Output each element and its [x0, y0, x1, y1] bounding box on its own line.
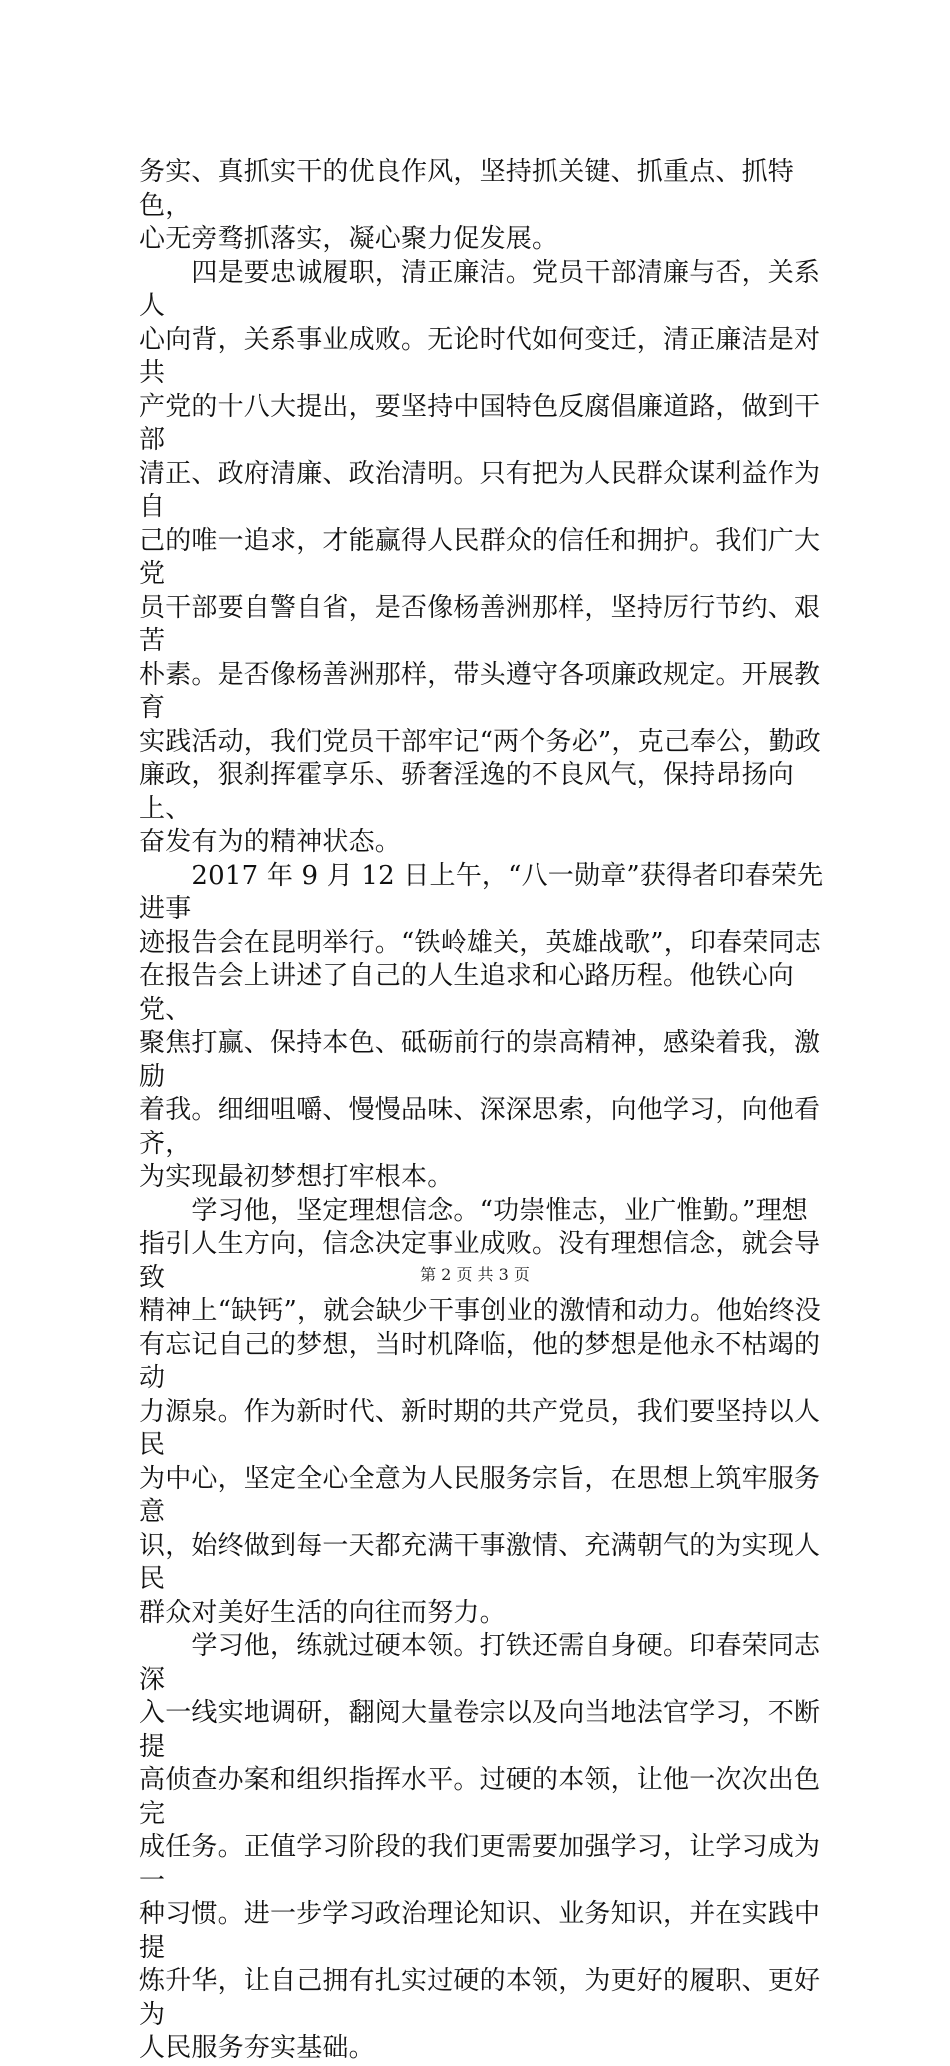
paragraph-3: 2017 年 9 月 12 日上午，“八一勋章”获得者印春荣先进事 迹报告会在昆明举行。“铁岭雄关，英雄战歌”，印春荣同志 在报告会上讲述了自己的人生追求和心路历程。他铁心向党、 聚焦打赢、保持本色、砥砺前行的崇高精神，感染着我，激励 着我。细细咀嚼、慢慢品味、深深思索，向他学习，向他看齐， 为实现最初梦想打牢根本。 [139, 860, 824, 1192]
document-body [139, 156, 839, 2066]
paragraph-2: 四是要忠诚履职，清正廉洁。党员干部清廉与否，关系人 心向背，关系事业成败。无论时代如何变迁，清正廉洁是对共 产党的十八大提出，要坚持中国特色反腐倡廉道路，做到干部 清正、政府清廉、政治清明。只有把为人民群众谋利益作为自 己的唯一追求，才能赢得人民群众的信任和拥护。我们广大党 员干部要自警自省，是否像杨善洲那样，坚持厉行节约、艰苦 朴素。是否像杨善洲那样，带头遵守各项廉政规定。开展教育 实践活动，我们党员干部牢记“两个务必”，克己奉公，勤政 廉政，狠刹挥霍享乐、骄奢淫逸的不良风气，保持昂扬向上、 奋发有为的精神状态。 [139, 257, 821, 857]
paragraph-1: 务实、真抓实干的优良作风，坚持抓关键、抓重点、抓特色， 心无旁骛抓落实，凝心聚力促发展。 [139, 157, 795, 254]
page-footer: 第 2 页 共 3 页 [420, 1265, 530, 1284]
paragraph-4: 学习他，坚定理想信念。“功崇惟志，业广惟勤。”理想 指引人生方向，信念决定事业成败。没有理想信念，就会导致 精神上“缺钙”，就会缺少干事创业的激情和动力。他始终没 有忘记自己的梦想，当时机降临，他的梦想是他永不枯竭的动 力源泉。作为新时代、新时期的共产党员，我们要坚持以人民 为中心，坚定全心全意为人民服务宗旨，在思想上筑牢服务意 识，始终做到每一天都充满干事激情、充满朝气的为实现人民 群众对美好生活的向往而努力。 [139, 1195, 821, 1628]
paragraph-5: 学习他，练就过硬本领。打铁还需自身硬。印春荣同志深 入一线实地调研，翻阅大量卷宗以及向当地法官学习，不断提 高侦查办案和组织指挥水平。过硬的本领，让他一次次出色完 成任务。正值学习阶段的我们更需要加强学习，让学习成为一 种习惯。进一步学习政治理论知识、业务知识，并在实践中提 炼升华，让自己拥有扎实过硬的本领，为更好的履职、更好为 人民服务夯实基础。 [139, 1631, 821, 2063]
